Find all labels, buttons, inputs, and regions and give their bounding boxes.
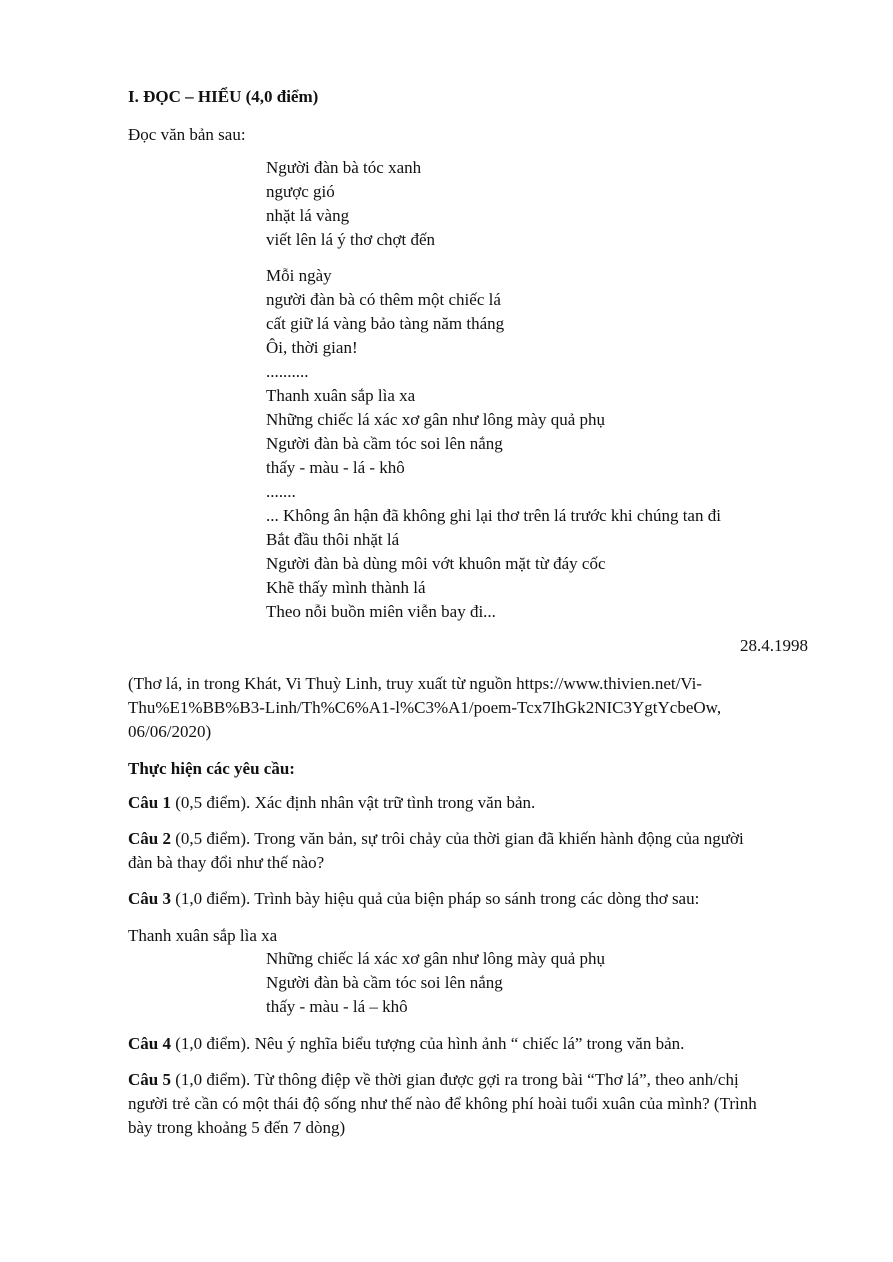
poem-line: Khẽ thấy mình thành lá — [266, 578, 426, 597]
intro-text: Đọc văn bản sau: — [128, 125, 246, 144]
poem-line: nhặt lá vàng — [266, 206, 350, 225]
requirements-title: Thực hiện các yêu cầu: — [128, 759, 295, 778]
poem-line: thấy - màu - lá - khô — [266, 458, 405, 477]
poem-line: .......... — [266, 362, 309, 381]
poem-date: 28.4.1998 — [740, 636, 808, 655]
section-heading: I. ĐỌC – HIỂU (4,0 điểm) — [128, 87, 319, 106]
question-1: Câu 1 (0,5 điểm). Xác định nhân vật trữ tình trong văn bản. — [128, 793, 536, 812]
poem-stanza-1 — [266, 156, 826, 252]
question-2: Câu 2 (0,5 điểm). Trong văn bản, sự trôi chảy của thời gian đã khiến hành động của người đàn bà thay đổi như thế nào? — [128, 829, 744, 872]
question-3: Câu 3 (1,0 điểm). Trình bày hiệu quả của biện pháp so sánh trong các dòng thơ sau: — [128, 889, 700, 908]
poem-line: Người đàn bà cầm tóc soi lên nắng — [266, 434, 503, 453]
poem-line: ngược gió — [266, 182, 335, 201]
poem-line: thấy - màu - lá – khô — [266, 997, 408, 1016]
question-4: Câu 4 (1,0 điểm). Nêu ý nghĩa biểu tượng của hình ảnh “ chiếc lá” trong văn bản. — [128, 1034, 685, 1053]
quoted-verse — [266, 947, 826, 1019]
poem-line: ... Không ân hận đã không ghi lại thơ trên lá trước khi chúng tan đi — [266, 506, 721, 525]
poem-line: Những chiếc lá xác xơ gân như lông mày quả phụ — [266, 949, 605, 968]
poem-stanza-2 — [266, 264, 826, 624]
poem-line: Người đàn bà cầm tóc soi lên nắng — [266, 973, 503, 992]
poem-line: Người đàn bà tóc xanh — [266, 158, 422, 177]
quoted-verse-first: Thanh xuân sắp lìa xa — [128, 926, 278, 945]
poem-line: ....... — [266, 482, 296, 501]
source-citation: (Thơ lá, in trong Khát, Vi Thuỳ Linh, truy xuất từ nguồn https://www.thivien.net/Vi- Thu%E1%BB%B3-Linh/Th%C6%A1-l%C3%A1/poem-Tcx7IhGk2NIC3YgtYcbeOw, 06/06/2020) — [128, 674, 722, 741]
poem-line: Mỗi ngày — [266, 266, 332, 285]
poem-line: Theo nỗi buồn miên viễn bay đi... — [266, 602, 496, 621]
poem-line: Thanh xuân sắp lìa xa — [266, 386, 416, 405]
poem-line: cất giữ lá vàng bảo tàng năm tháng — [266, 314, 505, 333]
poem-line: Bắt đầu thôi nhặt lá — [266, 530, 400, 549]
poem-line: Ôi, thời gian! — [266, 338, 358, 357]
poem-line: viết lên lá ý thơ chợt đến — [266, 230, 436, 249]
poem-line: người đàn bà có thêm một chiếc lá — [266, 290, 501, 309]
question-5: Câu 5 (1,0 điểm). Từ thông điệp về thời gian được gợi ra trong bài “Thơ lá”, theo anh/chị người trẻ cần có một thái độ sống như thế nào để không phí hoài tuổi xuân của mình? (Trình bày trong khoảng 5 đến 7 dòng) — [128, 1070, 757, 1137]
poem-line: Những chiếc lá xác xơ gân như lông mày quả phụ — [266, 410, 605, 429]
poem-line: Người đàn bà dùng môi vớt khuôn mặt từ đáy cốc — [266, 554, 606, 573]
